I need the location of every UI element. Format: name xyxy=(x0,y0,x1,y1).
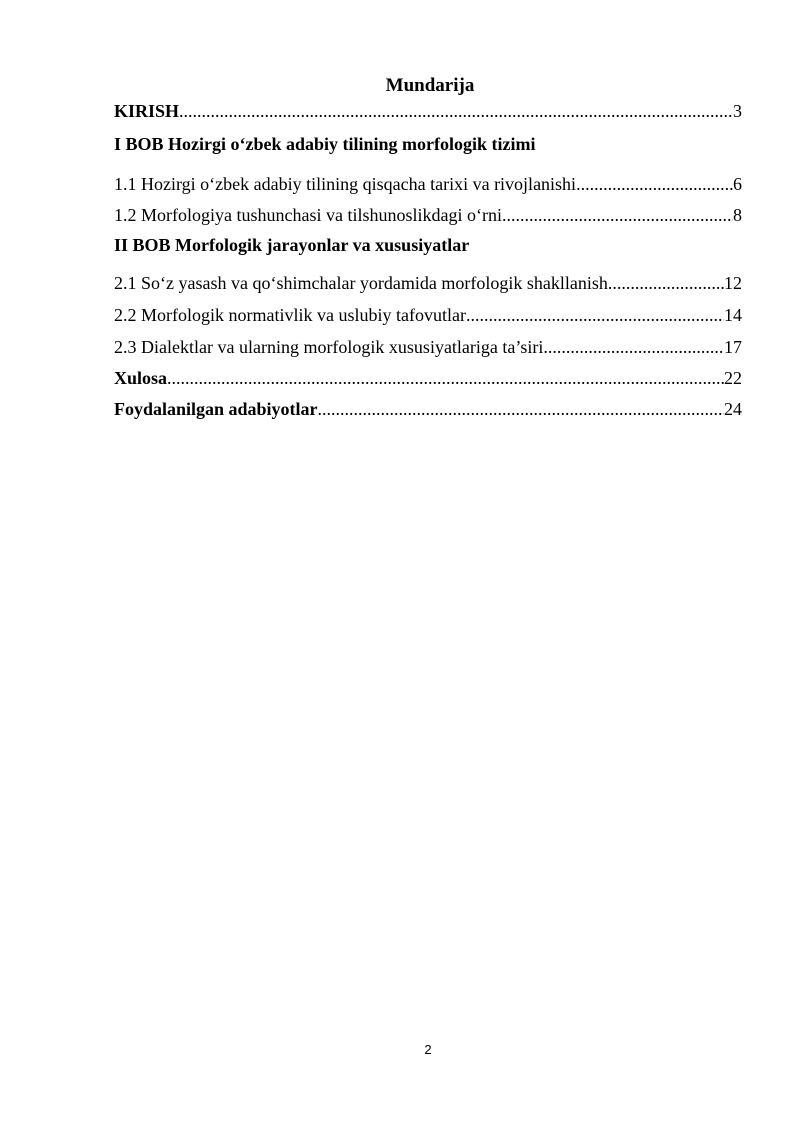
toc-entry-label: 2.3 Dialektlar va ularning morfologik xususiyatlariga ta’siri xyxy=(114,337,544,357)
toc-entry-references[interactable] xyxy=(114,397,742,421)
toc-entry-label: 2.1 So‘z yasash va qo‘shimchalar yordamida morfologik shakllanish xyxy=(114,273,608,293)
toc-entry-page: 14 xyxy=(724,305,742,325)
dot-leader xyxy=(543,335,724,359)
toc-entry-label: 2.2 Morfologik normativlik va uslubiy tafovutlar xyxy=(114,305,466,325)
toc-entry-section-2-3[interactable] xyxy=(114,335,742,359)
toc-entry-page: 6 xyxy=(733,174,742,194)
toc-entry-conclusion[interactable] xyxy=(114,366,742,390)
toc-entry-page: 17 xyxy=(724,337,742,357)
toc-entry-section-1-2[interactable] xyxy=(114,203,742,227)
dot-leader xyxy=(608,271,724,295)
page-number: 2 xyxy=(424,1042,432,1057)
chapter-heading-1[interactable]: I BOB Hozirgi o‘zbek adabiy tilining morfologik tizimi xyxy=(114,134,536,154)
toc-entry-page: 3 xyxy=(733,101,742,121)
dot-leader xyxy=(167,366,724,390)
dot-leader xyxy=(179,99,733,123)
dot-leader xyxy=(318,397,724,421)
toc-entry-label: 1.1 Hozirgi o‘zbek adabiy tilining qisqacha tarixi va rivojlanishi xyxy=(114,174,577,194)
toc-entry-label: Xulosa xyxy=(114,368,168,388)
toc-entry-section-2-2[interactable] xyxy=(114,303,742,327)
chapter-heading-2[interactable]: II BOB Morfologik jarayonlar va xususiyatlar xyxy=(114,235,470,255)
toc-entry-intro[interactable] xyxy=(114,99,742,123)
toc-entry-page: 24 xyxy=(724,399,742,419)
page-title: Mundarija xyxy=(385,75,475,96)
toc-entry-section-2-1[interactable] xyxy=(114,271,742,295)
dot-leader xyxy=(576,172,733,196)
toc-entry-label: Foydalanilgan adabiyotlar xyxy=(114,399,318,419)
toc-entry-label: KIRISH xyxy=(114,101,180,121)
toc-entry-page: 12 xyxy=(724,273,742,293)
toc-entry-page: 22 xyxy=(724,368,742,388)
toc-entry-section-1-1[interactable] xyxy=(114,172,742,196)
toc-entry-page: 8 xyxy=(733,205,742,225)
dot-leader xyxy=(502,203,733,227)
toc-entry-label: 1.2 Morfologiya tushunchasi va tilshunoslikdagi o‘rni xyxy=(114,205,502,225)
dot-leader xyxy=(466,303,724,327)
